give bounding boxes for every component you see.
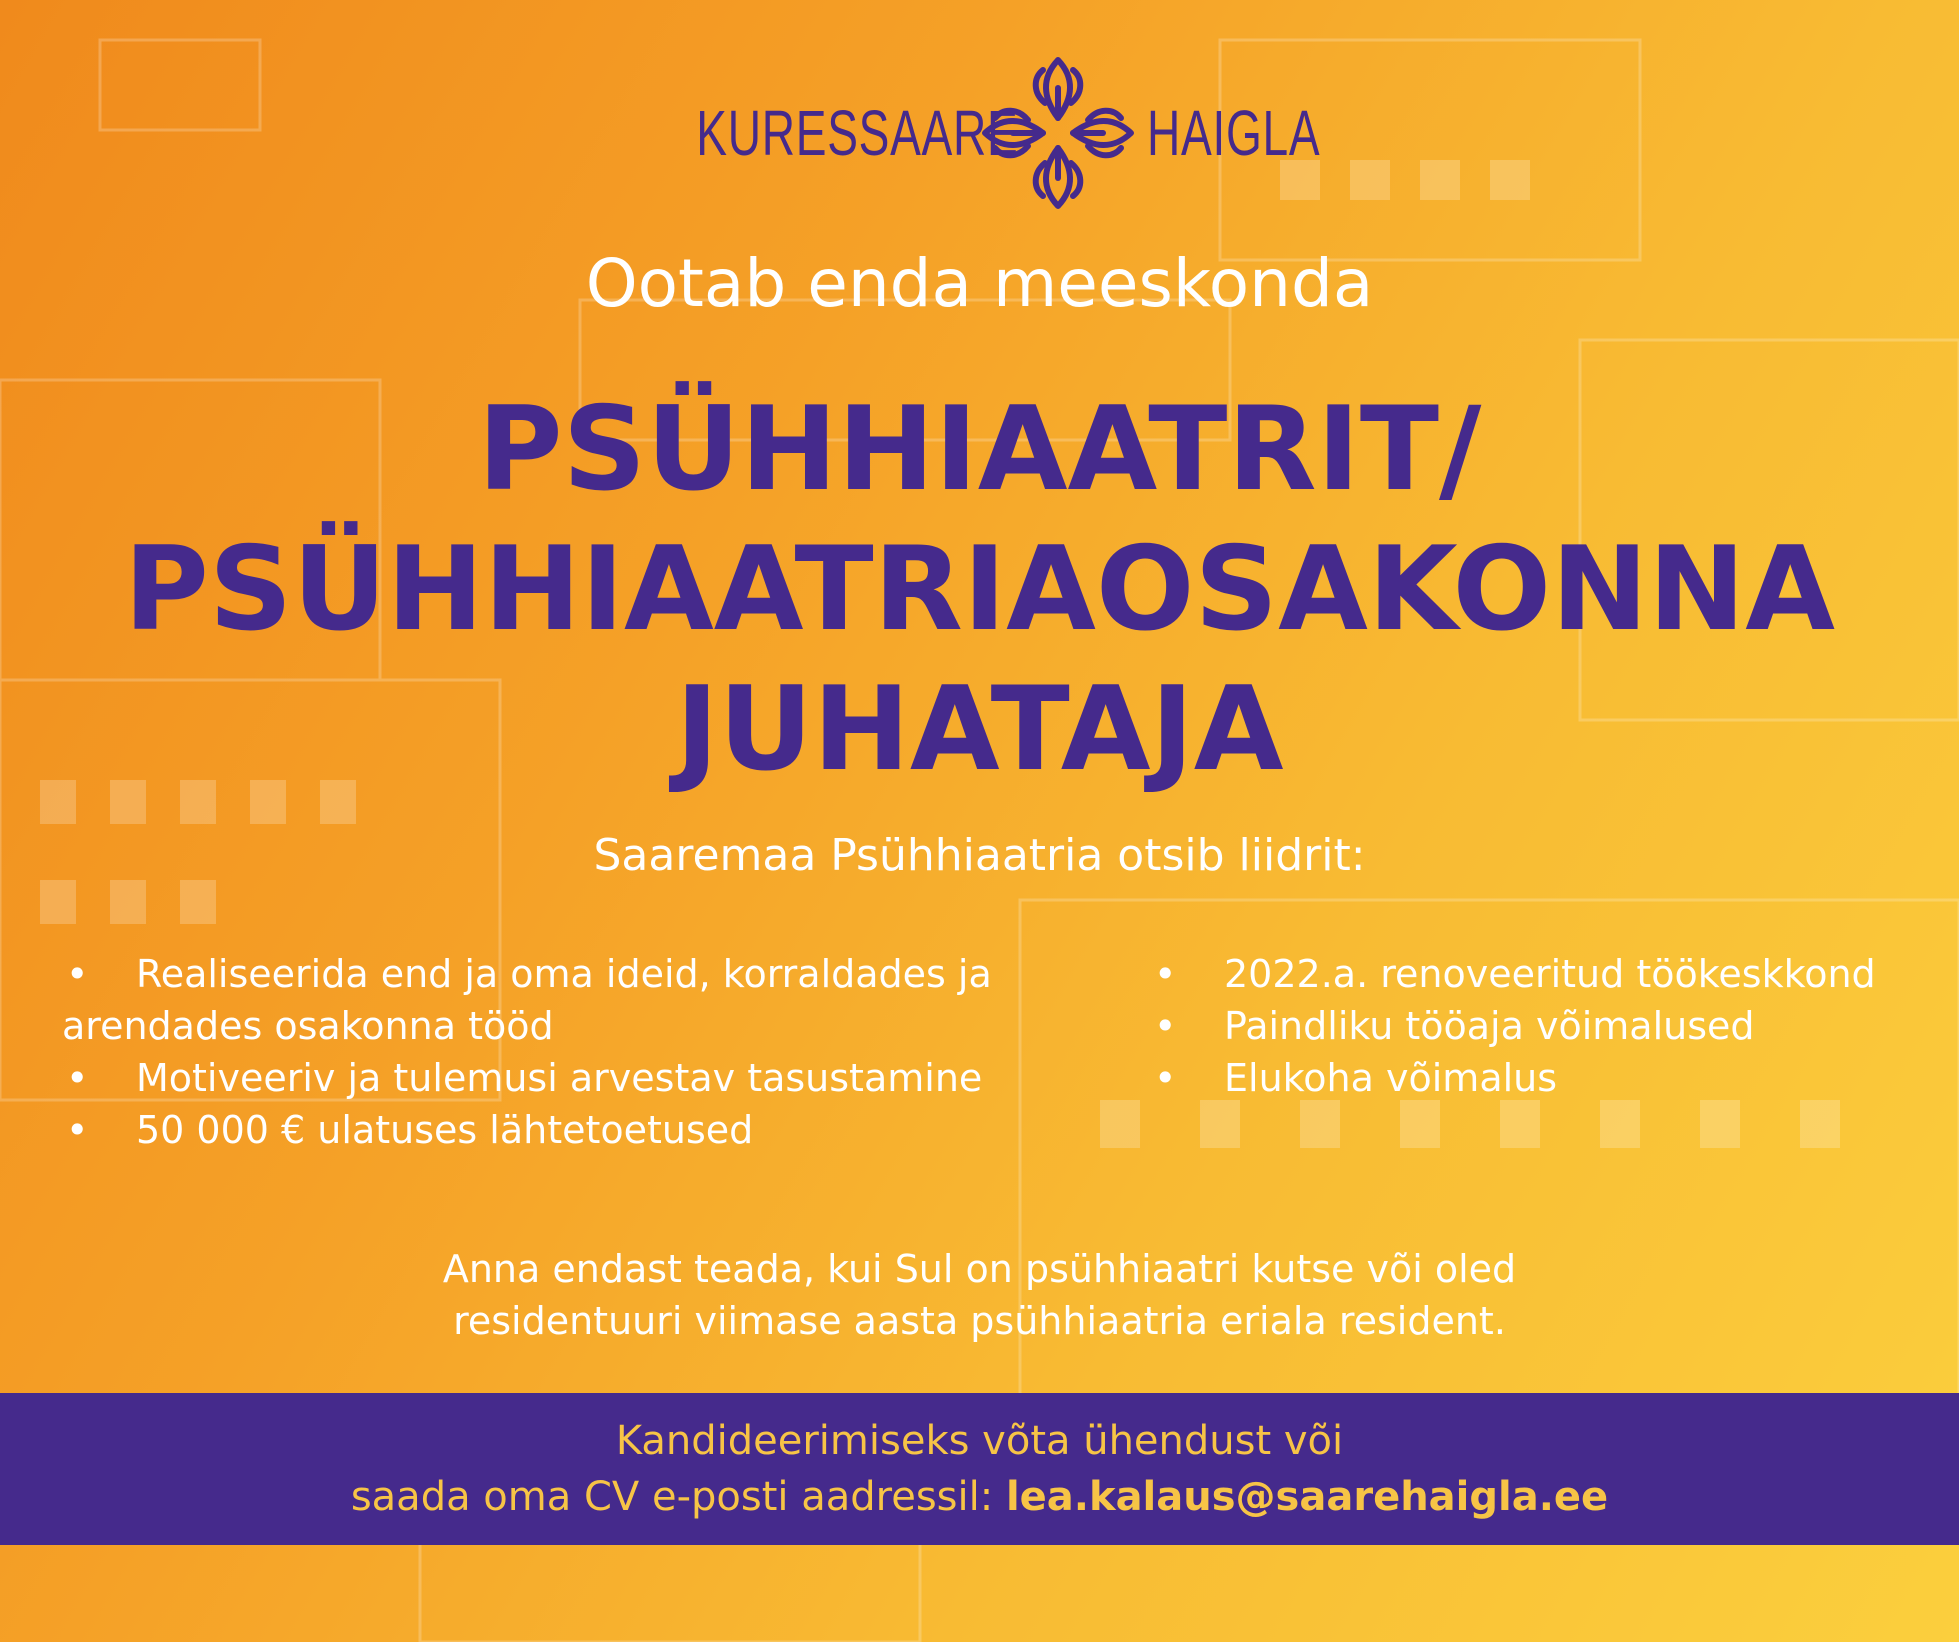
- eligibility-note-line-2: residentuuri viimase aasta psühhiaatria eriala resident.: [453, 1299, 1506, 1343]
- list-item: [1150, 1052, 1930, 1104]
- bullet-icon: •: [66, 952, 89, 996]
- list-item-text: Motiveeriv ja tulemusi arvestav tasustamine: [136, 1056, 983, 1100]
- contact-line-2-prefix: saada oma CV e-posti aadressil:: [350, 1474, 1006, 1520]
- bullet-icon: •: [1154, 952, 1177, 996]
- list-item: [62, 1104, 1092, 1156]
- bullet-icon: •: [1154, 1056, 1177, 1100]
- list-item: [1150, 948, 1930, 1000]
- bullet-icon: •: [1154, 1004, 1177, 1048]
- lead-text: Saaremaa Psühhiaatria otsib liidrit:: [593, 830, 1366, 881]
- job-title-line-3: JUHATAJA: [675, 662, 1284, 797]
- list-item: [1150, 1000, 1930, 1052]
- bullet-icon: •: [66, 1108, 89, 1152]
- subtitle: Ootab enda meeskonda: [585, 245, 1374, 322]
- job-title-line-2: PSÜHHIAATRIAOSAKONNA: [123, 522, 1836, 657]
- list-item: [62, 1052, 1092, 1104]
- job-title-line-1: PSÜHHIAATRIT/: [477, 382, 1482, 517]
- list-item-text: Paindliku tööaja võimalused: [1224, 1004, 1755, 1048]
- eligibility-note: [0, 1243, 1959, 1347]
- list-item-text: 2022.a. renoveeritud töökeskkond: [1224, 952, 1876, 996]
- list-item: [62, 948, 1092, 1052]
- eligibility-note-line-1: Anna endast teada, kui Sul on psühhiaatri kutse või oled: [442, 1247, 1517, 1291]
- contact-banner: [0, 1393, 1959, 1545]
- list-item-text: Elukoha võimalus: [1224, 1056, 1558, 1100]
- logo-left-word: KURESSAARE: [696, 97, 1019, 169]
- list-item-text: 50 000 € ulatuses lähtetoetused: [136, 1108, 754, 1152]
- contact-email-link[interactable]: lea.kalaus@saarehaigla.ee: [1005, 1474, 1609, 1520]
- contact-line-1: Kandideerimiseks võta ühendust või: [615, 1418, 1344, 1464]
- list-item-text: Realiseerida end ja oma ideid, korraldades ja arendades osakonna tööd: [62, 952, 992, 1048]
- benefits-list-left: [62, 948, 1092, 1156]
- bullet-icon: •: [66, 1056, 89, 1100]
- contact-line-2: [351, 1469, 1608, 1525]
- job-title: [0, 380, 1959, 800]
- hospital-logo: [0, 48, 1959, 218]
- logo-right-word: HAIGLA: [1146, 97, 1321, 169]
- benefits-list-right: [1150, 948, 1930, 1104]
